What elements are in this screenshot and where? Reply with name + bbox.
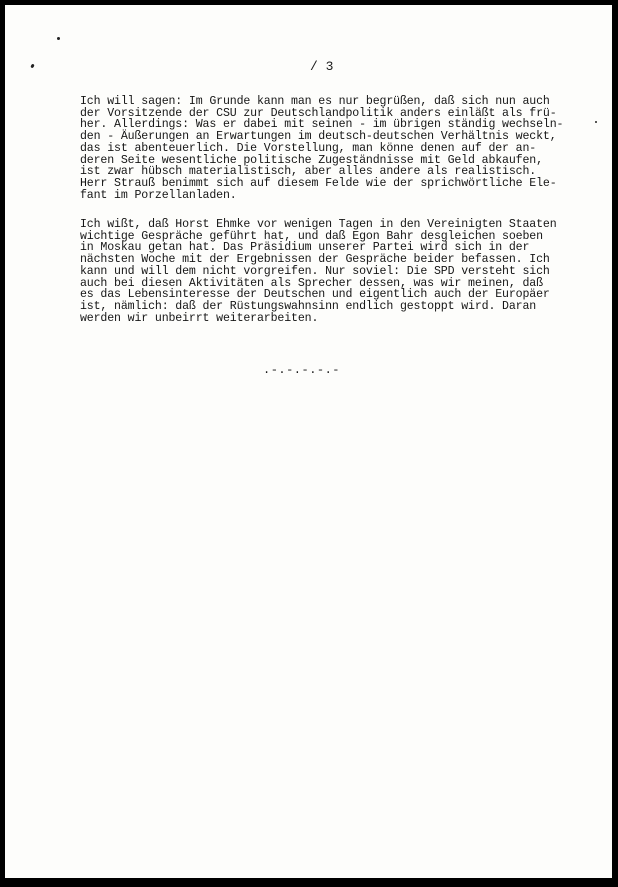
text-line: deren Seite wesentliche politische Zugeständnisse mit Geld abkaufen, <box>80 153 543 167</box>
paragraph-2 <box>80 219 600 324</box>
text-line: ist zwar hübsch materialistisch, aber alles andere als realistisch. <box>80 165 537 179</box>
text-line: Ich wißt, daß Horst Ehmke vor wenigen Tagen in den Vereinigten Staaten <box>80 218 557 231</box>
scan-border-bottom <box>0 878 618 887</box>
text-line: der Vorsitzende der CSU zur Deutschlandpolitik anders einläßt als frü- <box>80 106 557 120</box>
paragraph-1 <box>80 96 600 201</box>
scan-speck <box>30 64 35 69</box>
text-line: kann und will dem nicht vorgreifen. Nur soviel: Die SPD versteht sich <box>80 264 550 278</box>
text-line: werden wir unbeirrt weiterarbeiten. <box>80 311 319 325</box>
text-line: Ich will sagen: Im Grunde kann man es nur begrüßen, daß sich nun auch <box>80 95 550 108</box>
text-line: her. Allerdings: Was er dabei mit seinen - im übrigen ständig wechseln- <box>80 118 564 132</box>
text-line: nächsten Woche mit der Ergebnissen der Gespräche beider befassen. Ich <box>80 253 550 267</box>
page-number: / 3 <box>310 59 334 74</box>
text-line: den - Äußerungen an Erwartungen im deutsch-deutschen Verhältnis weckt, <box>80 130 557 144</box>
text-line: das ist abenteuerlich. Die Vorstellung, man könne denen auf der an- <box>80 141 537 155</box>
text-line: es das Lebensinteresse der Deutschen und eigentlich auch der Europäer <box>80 288 550 302</box>
end-of-text-mark: .-.-.-.-.- <box>263 363 341 377</box>
scan-border-right <box>612 0 618 887</box>
text-line: wichtige Gespräche geführt hat, und daß Egon Bahr desgleichen soeben <box>80 229 543 243</box>
text-line: in Moskau getan hat. Das Präsidium unserer Partei wird sich in der <box>80 241 530 255</box>
document-page <box>5 5 612 878</box>
text-line: fant im Porzellanladen. <box>80 188 237 202</box>
text-line: Herr Strauß benimmt sich auf diesem Felde wie der sprichwörtliche Ele- <box>80 176 557 190</box>
text-line: ist, nämlich: daß der Rüstungswahnsinn endlich gestoppt wird. Daran <box>80 299 537 313</box>
text-line: auch bei diesen Aktivitäten als Sprecher dessen, was wir meinen, daß <box>80 276 543 290</box>
scan-speck <box>57 37 60 40</box>
